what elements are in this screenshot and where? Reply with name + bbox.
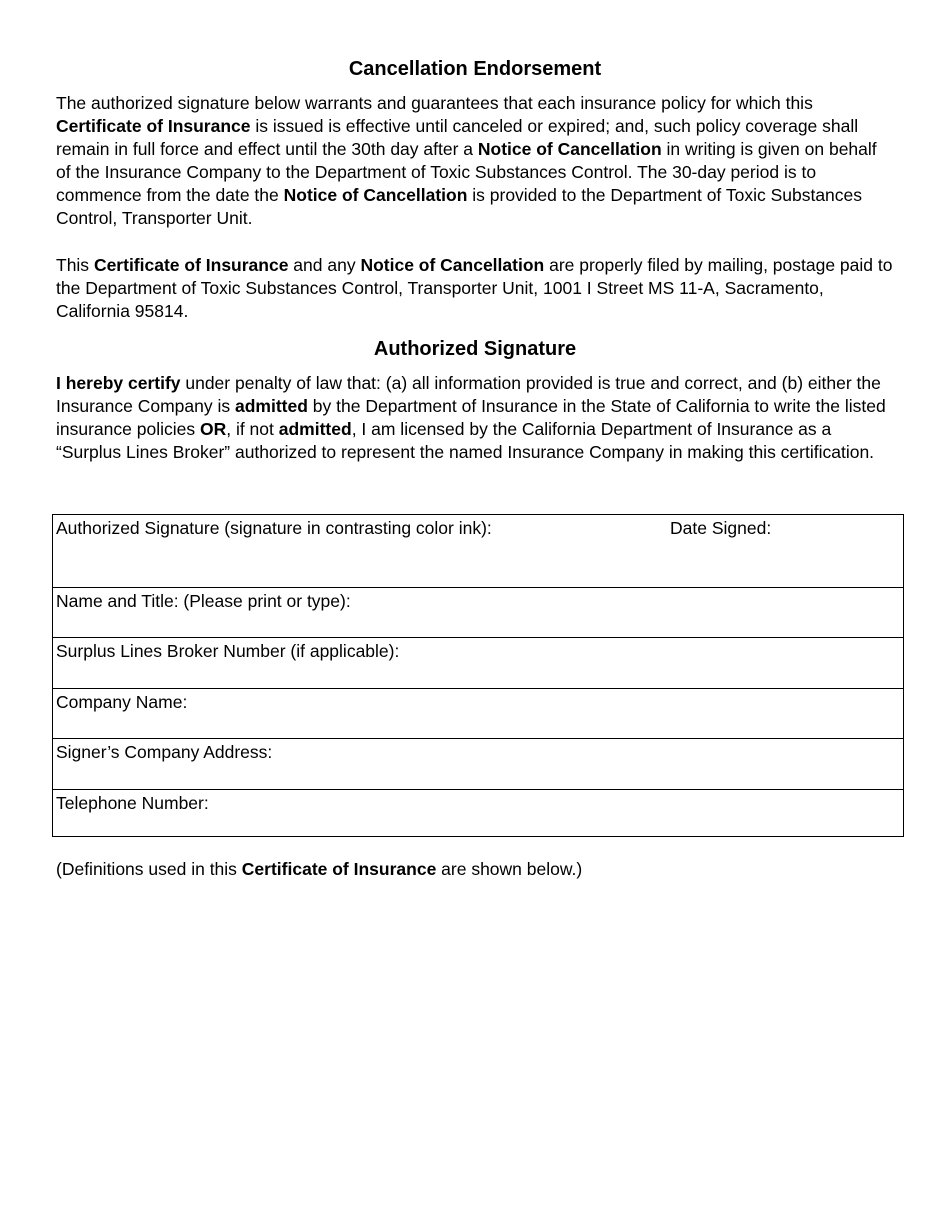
bold-term: Notice of Cancellation <box>283 185 468 205</box>
date-signed-label: Date Signed: <box>670 518 772 538</box>
signature-row[interactable] <box>53 515 903 588</box>
text-run: , if not <box>226 419 279 439</box>
signature-form-table <box>52 514 904 837</box>
bold-term: Notice of Cancellation <box>477 139 662 159</box>
signature-label: Authorized Signature (signature in contrasting color ink): <box>56 518 492 538</box>
bold-term: I hereby certify <box>56 373 181 393</box>
text-run: (Definitions used in this <box>56 858 242 879</box>
cancellation-paragraph-1 <box>56 92 896 230</box>
text-run: and any <box>288 255 361 275</box>
telephone-label: Telephone Number: <box>56 793 209 813</box>
company-name-row[interactable] <box>53 689 903 739</box>
text-run: are properly filed by mailing, postage paid to the Department of Toxic Substances Control, Transporter Unit, 1001 I Street MS 11-A, Sacramento, California 95814. <box>56 255 893 321</box>
cancellation-paragraph-2 <box>56 254 896 323</box>
text-run: by the Department of Insurance in the State of California to write the listed insurance policies <box>56 396 886 439</box>
bold-term: Notice of Cancellation <box>360 255 545 275</box>
name-title-label: Name and Title: (Please print or type): <box>56 591 351 611</box>
bold-term: OR <box>199 419 227 439</box>
text-run: , I am licensed by the California Department of Insurance as a “Surplus Lines Broker” authorized to represent the named Insurance Company in making this certification. <box>56 419 875 462</box>
telephone-row[interactable] <box>53 790 903 836</box>
text-run: The authorized signature below warrants and guarantees that each insurance policy for which this <box>56 93 813 113</box>
text-run: This <box>56 255 94 275</box>
company-address-row[interactable] <box>53 739 903 790</box>
name-title-row[interactable] <box>53 588 903 638</box>
bold-term: Certificate of Insurance <box>93 255 289 275</box>
bold-term: admitted <box>278 419 352 439</box>
text-run: is issued is effective until canceled or expired; and, such policy coverage shall remain in full force and effect until the 30th day after a <box>56 116 859 159</box>
cancellation-endorsement-heading: Cancellation Endorsement <box>348 58 602 80</box>
broker-number-label: Surplus Lines Broker Number (if applicable): <box>56 641 400 661</box>
text-run: under penalty of law that: (a) all information provided is true and correct, and (b) either the Insurance Company is <box>56 373 881 416</box>
broker-number-row[interactable] <box>53 638 903 689</box>
text-run: is provided to the Department of Toxic Substances Control, Transporter Unit. <box>56 185 863 228</box>
company-name-label: Company Name: <box>56 692 188 712</box>
text-run: are shown below.) <box>436 858 583 879</box>
certification-paragraph <box>56 372 896 464</box>
bold-term: Certificate of Insurance <box>56 116 251 136</box>
definitions-footnote <box>56 858 582 881</box>
bold-term: Certificate of Insurance <box>241 858 437 879</box>
authorized-signature-heading: Authorized Signature <box>373 338 577 360</box>
bold-term: admitted <box>234 396 308 416</box>
text-run: in writing is given on behalf of the Insurance Company to the Department of Toxic Substances Control. The 30-day period is to commence from the date the <box>56 139 877 205</box>
company-address-label: Signer’s Company Address: <box>56 742 273 762</box>
